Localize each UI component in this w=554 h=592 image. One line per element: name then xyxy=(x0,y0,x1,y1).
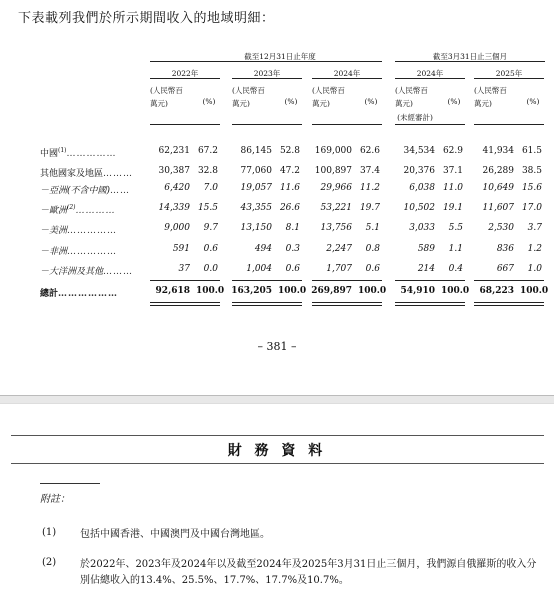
note-number: (2) xyxy=(42,557,57,568)
table-cell: 0.4 xyxy=(448,264,463,274)
table-cell: 6,420 xyxy=(164,183,190,193)
table-cell: 20,376 xyxy=(403,166,435,176)
table-cell: 10,502 xyxy=(403,203,435,213)
table-cell: 61.5 xyxy=(521,146,542,156)
header-bottom-rule xyxy=(150,124,220,125)
table-cell: 15.5 xyxy=(197,203,218,213)
year-rule xyxy=(312,78,382,79)
table-cell: 100.0 xyxy=(278,286,307,296)
total-top-rule xyxy=(474,280,544,281)
section-bottom-rule xyxy=(11,463,544,464)
table-cell: 1.2 xyxy=(527,244,542,254)
year-rule xyxy=(232,78,302,79)
table-cell: 100.0 xyxy=(520,286,549,296)
year-rule xyxy=(395,78,465,79)
year-header: 2023年 xyxy=(253,69,281,78)
table-row-americas xyxy=(0,223,554,238)
table-row-europe xyxy=(0,203,554,218)
amount-column-header: (人民幣百萬元) xyxy=(232,86,265,108)
table-cell: 30,387 xyxy=(158,166,190,176)
table-cell: 0.6 xyxy=(365,264,380,274)
table-row-total xyxy=(0,286,554,301)
row-label: 其他國家及地區……… xyxy=(40,169,134,179)
table-cell: 19,057 xyxy=(240,183,272,193)
table-cell: 19.1 xyxy=(442,203,463,213)
page-number: – 381 – xyxy=(257,340,297,353)
table-cell: 3.7 xyxy=(527,223,542,233)
table-cell: 2,247 xyxy=(326,244,352,254)
table-cell: 34,534 xyxy=(403,146,435,156)
year-rule xyxy=(150,78,220,79)
total-bottom-rule xyxy=(395,302,465,303)
year-header: 2024年 xyxy=(416,69,444,78)
table-cell: 37.1 xyxy=(442,166,463,176)
table-cell: 13,756 xyxy=(320,223,352,233)
total-bottom-rule xyxy=(150,302,220,303)
section-top-rule xyxy=(11,435,544,436)
row-label: －大洋洲及其他……… xyxy=(40,267,134,277)
table-row-asia xyxy=(0,183,554,198)
table-cell: 43,355 xyxy=(240,203,272,213)
table-cell: 5.1 xyxy=(365,223,380,233)
table-cell: 41,934 xyxy=(482,146,514,156)
table-cell: 7.0 xyxy=(203,183,218,193)
table-cell: 68,223 xyxy=(479,286,514,296)
group-header-annual: 截至12月31日止年度 xyxy=(244,52,316,61)
table-cell: 32.8 xyxy=(197,166,218,176)
table-cell: 6,038 xyxy=(409,183,435,193)
amount-column-header: (人民幣百萬元) xyxy=(150,86,183,108)
table-row-africa xyxy=(0,244,554,259)
table-cell: 26,289 xyxy=(482,166,514,176)
table-cell: 3,033 xyxy=(409,223,435,233)
group-header-quarter: 截至3月31日止三個月 xyxy=(432,52,508,61)
table-cell: 17.0 xyxy=(521,203,542,213)
total-top-rule xyxy=(312,280,382,281)
header-bottom-rule xyxy=(395,124,465,125)
table-cell: 0.8 xyxy=(365,244,380,254)
table-cell: 11,607 xyxy=(482,203,514,213)
table-cell: 13,150 xyxy=(240,223,272,233)
pct-column-header: (%) xyxy=(526,97,540,106)
table-cell: 0.3 xyxy=(285,244,300,254)
table-cell: 62.6 xyxy=(359,146,380,156)
header-bottom-rule xyxy=(474,124,544,125)
table-cell: 100.0 xyxy=(441,286,470,296)
year-header: 2022年 xyxy=(171,69,199,78)
total-bottom-rule xyxy=(312,302,382,303)
table-cell: 77,060 xyxy=(240,166,272,176)
group-header-annual-rule xyxy=(150,61,382,62)
page-gap-divider xyxy=(0,395,554,404)
table-cell: 494 xyxy=(254,244,272,254)
year-rule xyxy=(474,78,544,79)
year-header: 2024年 xyxy=(333,69,361,78)
note-text: 包括中國香港、中國澳門及中國台灣地區。 xyxy=(80,529,270,540)
table-cell: 15.6 xyxy=(521,183,542,193)
table-cell: 0.0 xyxy=(203,264,218,274)
total-bottom-rule xyxy=(474,302,544,303)
table-cell: 0.6 xyxy=(285,264,300,274)
table-cell: 47.2 xyxy=(279,166,300,176)
amount-column-header: (人民幣百萬元) xyxy=(312,86,345,108)
table-cell: 62.9 xyxy=(442,146,463,156)
header-bottom-rule xyxy=(312,124,382,125)
year-header: 2025年 xyxy=(495,69,523,78)
header-bottom-rule xyxy=(232,124,302,125)
table-cell: 11.6 xyxy=(279,183,300,193)
pct-column-header: (%) xyxy=(447,97,461,106)
table-cell: 26.6 xyxy=(279,203,300,213)
row-label: 中國$^{(1)}$…………… xyxy=(40,147,117,159)
table-cell: 52.8 xyxy=(279,146,300,156)
amount-column-header: (人民幣百萬元) xyxy=(474,86,507,108)
table-cell: 1,707 xyxy=(326,264,352,274)
row-label: －亞洲(不含中國)…… xyxy=(40,186,131,196)
table-cell: 667 xyxy=(496,264,514,274)
table-cell: 54,910 xyxy=(400,286,435,296)
table-cell: 163,205 xyxy=(231,286,272,296)
total-bottom-rule xyxy=(150,305,220,306)
table-cell: 8.1 xyxy=(285,223,300,233)
table-cell: 38.5 xyxy=(521,166,542,176)
note-number: (1) xyxy=(42,527,57,538)
table-cell: 169,000 xyxy=(314,146,352,156)
total-bottom-rule xyxy=(232,302,302,303)
total-top-rule xyxy=(232,280,302,281)
table-cell: 100.0 xyxy=(196,286,225,296)
table-cell: 37.4 xyxy=(359,166,380,176)
table-row-oceania-other xyxy=(0,264,554,279)
table-cell: 19.7 xyxy=(359,203,380,213)
table-cell: 11.2 xyxy=(359,183,380,193)
table-cell: 591 xyxy=(172,244,190,254)
total-bottom-rule xyxy=(395,305,465,306)
table-row-other-regions xyxy=(0,166,554,181)
table-cell: 9,000 xyxy=(164,223,190,233)
table-cell: 836 xyxy=(496,244,514,254)
section-title: 財 務 資 料 xyxy=(227,443,327,459)
table-cell: 62,231 xyxy=(158,146,190,156)
total-bottom-rule xyxy=(232,305,302,306)
table-cell: 100.0 xyxy=(358,286,387,296)
table-cell: 1.0 xyxy=(527,264,542,274)
table-cell: 1.1 xyxy=(448,244,463,254)
intro-text: 下表載列我們於所示期間收入的地域明細： xyxy=(18,11,275,26)
pct-column-header: (%) xyxy=(202,97,216,106)
row-label: －非洲…………… xyxy=(40,247,118,257)
table-cell: 269,897 xyxy=(311,286,352,296)
row-label: －美洲…………… xyxy=(40,226,118,236)
notes-heading: 附註： xyxy=(40,494,70,505)
table-cell: 53,221 xyxy=(320,203,352,213)
total-bottom-rule xyxy=(312,305,382,306)
table-cell: 0.6 xyxy=(203,244,218,254)
table-cell: 589 xyxy=(417,244,435,254)
table-cell: 10,649 xyxy=(482,183,514,193)
notes-rule xyxy=(40,483,100,484)
table-cell: 2,530 xyxy=(488,223,514,233)
pct-column-header: (%) xyxy=(364,97,378,106)
table-cell: 5.5 xyxy=(448,223,463,233)
total-bottom-rule xyxy=(474,305,544,306)
pct-column-header: (%) xyxy=(284,97,298,106)
note-text: 於2022年、2023年及2024年以及截至2024年及2025年3月31日止三個月，我們源自俄羅斯的收入分別佔總收入的13.4%、25.5%、17.7%、17.7%及10.7%。 xyxy=(80,559,537,586)
table-cell: 29,966 xyxy=(320,183,352,193)
total-top-rule xyxy=(150,280,220,281)
table-cell: 11.0 xyxy=(442,183,463,193)
table-cell: 214 xyxy=(417,264,435,274)
row-label: 總計……………… xyxy=(40,289,119,299)
unaudited-note: (未經審計) xyxy=(397,113,433,122)
table-cell: 9.7 xyxy=(203,223,218,233)
table-cell: 92,618 xyxy=(155,286,190,296)
table-cell: 100,897 xyxy=(314,166,352,176)
row-label: －歐洲$^{(2)}$………… xyxy=(40,204,116,216)
table-cell: 37 xyxy=(178,264,190,274)
total-top-rule xyxy=(395,280,465,281)
table-cell: 67.2 xyxy=(197,146,218,156)
amount-column-header: (人民幣百萬元) xyxy=(395,86,428,108)
table-cell: 1,004 xyxy=(246,264,272,274)
group-header-quarter-rule xyxy=(395,61,545,62)
table-row-china xyxy=(0,146,554,161)
table-cell: 86,145 xyxy=(240,146,272,156)
table-cell: 14,339 xyxy=(158,203,190,213)
